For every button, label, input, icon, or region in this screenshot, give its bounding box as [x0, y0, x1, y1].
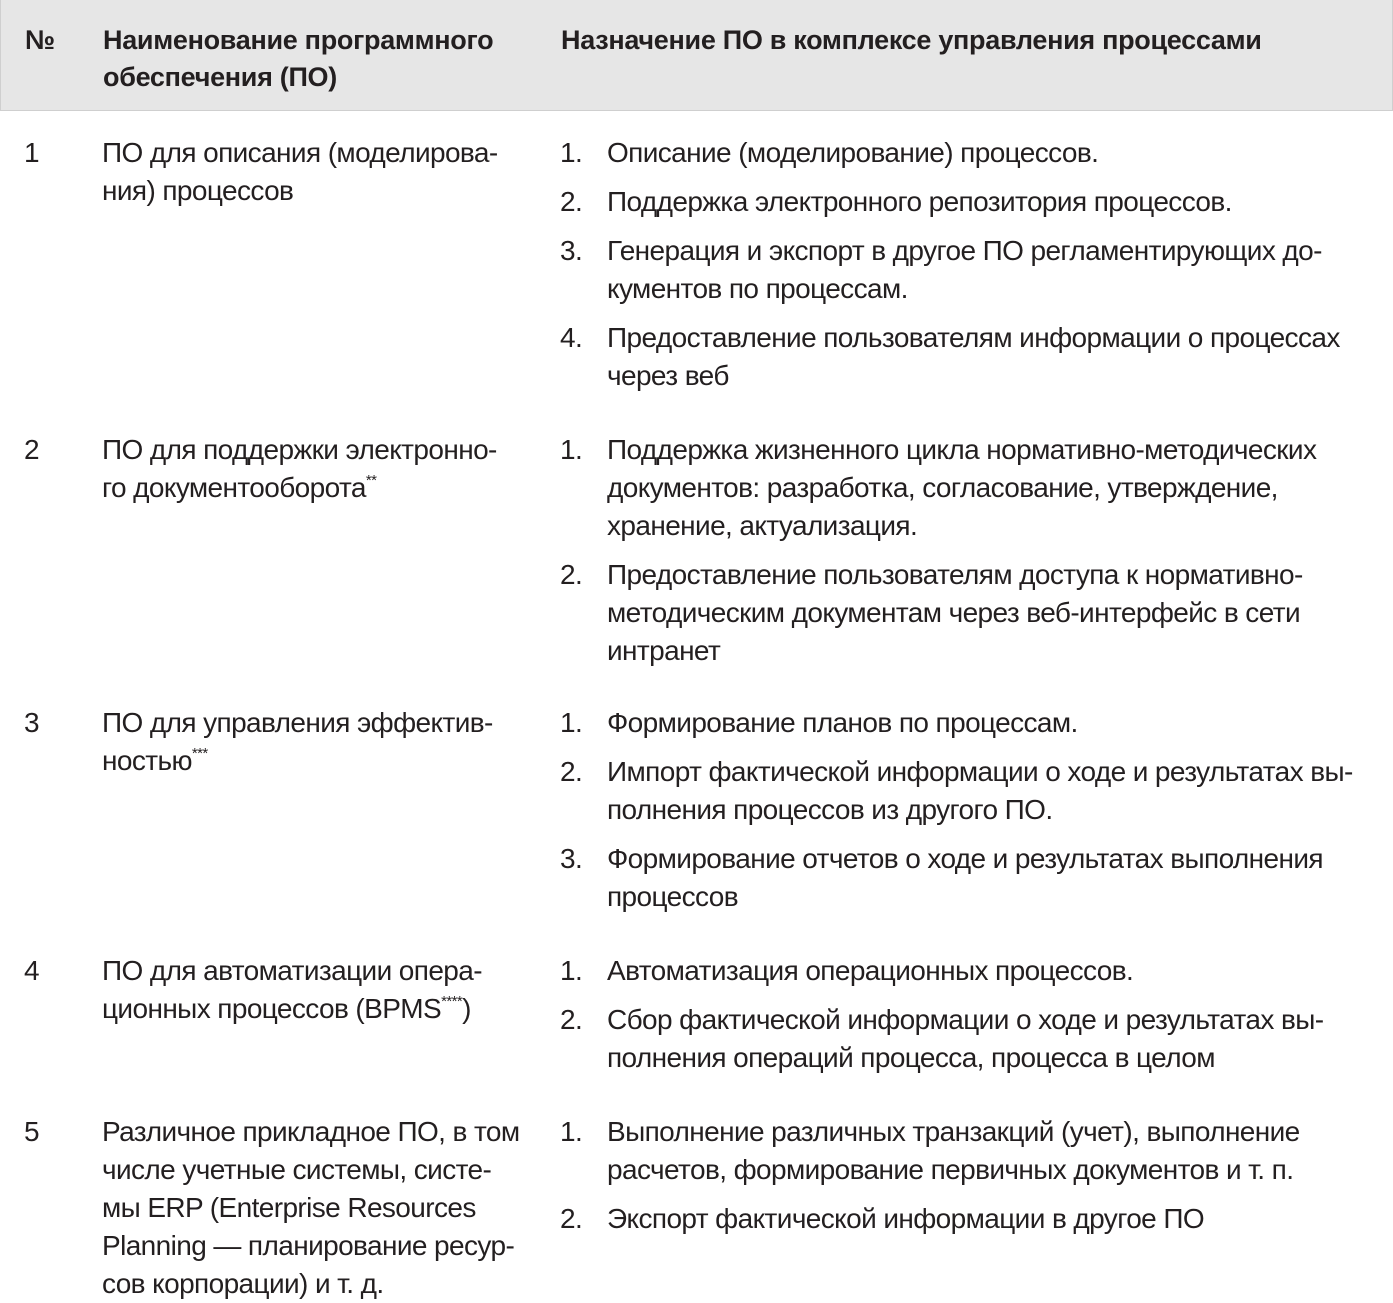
software-name-tail: )	[462, 993, 471, 1024]
list-item-text: полнения процессов из другого ПО.	[607, 794, 1053, 825]
list-item-text: полнения операций процесса, процесса в целом	[607, 1042, 1215, 1073]
header-software-name-line1: Наименование программного	[103, 25, 494, 55]
software-name-line: мы ERP (Enterprise Resources	[102, 1192, 476, 1223]
software-name-line: ПО для поддержки электронно-	[102, 434, 497, 465]
software-name-line: го документооборота	[102, 472, 366, 503]
list-item	[560, 319, 1380, 395]
list-item-text: расчетов, формирование первичных документов и т. п.	[607, 1154, 1294, 1185]
list-item-number: 4.	[560, 322, 583, 353]
list-item	[560, 183, 1380, 221]
software-name-line: ния) процессов	[102, 175, 294, 206]
software-name-line: ционных процессов (BPMS	[102, 993, 442, 1024]
list-item-number: 1.	[560, 707, 583, 738]
list-item-number: 1.	[560, 137, 583, 168]
list-item-text: Автоматизация операционных процессов.	[607, 955, 1134, 986]
software-name	[102, 1113, 522, 1303]
header-software-name	[103, 22, 543, 96]
purpose-list	[560, 952, 1380, 1088]
row-number: 5	[24, 1116, 40, 1147]
list-item-number: 2.	[560, 1004, 583, 1035]
list-item-text: кументов по процессам.	[607, 273, 908, 304]
software-name-line: ПО для управления эффектив-	[102, 707, 493, 738]
software-name	[102, 952, 522, 1028]
row-number: 4	[24, 955, 40, 986]
list-item-number: 2.	[560, 186, 583, 217]
list-item-text: интранет	[607, 635, 721, 666]
list-item	[560, 753, 1380, 829]
list-item	[560, 1113, 1380, 1189]
header-software-name-line2: обеспечения (ПО)	[103, 62, 337, 92]
list-item-text: Экспорт фактической информации в другое ПО	[607, 1203, 1205, 1234]
software-name	[102, 431, 522, 507]
list-item	[560, 840, 1380, 916]
list-item-text: хранение, актуализация.	[607, 510, 918, 541]
row-number: 2	[24, 434, 40, 465]
header-number: №	[25, 25, 55, 55]
list-item	[560, 232, 1380, 308]
software-name-line: Различное прикладное ПО, в том	[102, 1116, 520, 1147]
purpose-list	[560, 134, 1380, 406]
purpose-list	[560, 1113, 1380, 1249]
list-item-text: Генерация и экспорт в другое ПО регламентирующих до-	[607, 235, 1322, 266]
list-item-text: Импорт фактической информации о ходе и результатах вы-	[607, 756, 1353, 787]
software-name-line: числе учетные системы, систе-	[102, 1154, 492, 1185]
row-number: 1	[24, 137, 40, 168]
list-item-number: 1.	[560, 1116, 583, 1147]
list-item-text: Поддержка жизненного цикла нормативно-методических	[607, 434, 1317, 465]
purpose-list	[560, 431, 1380, 681]
list-item-text: Сбор фактической информации о ходе и результатах вы-	[607, 1004, 1324, 1035]
list-item-text: Формирование планов по процессам.	[607, 707, 1078, 738]
list-item-number: 1.	[560, 955, 583, 986]
list-item-text: Описание (моделирование) процессов.	[607, 137, 1099, 168]
row-number: 3	[24, 707, 40, 738]
list-item-text: Поддержка электронного репозитория процессов.	[607, 186, 1232, 217]
list-item-number: 3.	[560, 843, 583, 874]
software-name-line: сов корпорации) и т. д.	[102, 1268, 384, 1299]
list-item-number: 2.	[560, 756, 583, 787]
software-name-line: ПО для описания (моделирова-	[102, 137, 498, 168]
list-item-number: 2.	[560, 559, 583, 590]
list-item	[560, 431, 1380, 545]
footnote-mark: ****	[441, 992, 463, 1010]
list-item	[560, 134, 1380, 172]
software-name-line: ПО для автоматизации опера-	[102, 955, 482, 986]
footnote-mark: **	[365, 471, 377, 489]
list-item-number: 3.	[560, 235, 583, 266]
footnote-mark: ***	[191, 744, 208, 762]
list-item	[560, 952, 1380, 990]
list-item-text: Предоставление пользователям доступа к нормативно-	[607, 559, 1303, 590]
list-item-number: 1.	[560, 434, 583, 465]
software-name	[102, 704, 522, 780]
list-item-text: Выполнение различных транзакций (учет), выполнение	[607, 1116, 1300, 1147]
list-item	[560, 704, 1380, 742]
software-name	[102, 134, 522, 210]
list-item-text: Предоставление пользователям информации о процессах	[607, 322, 1340, 353]
software-name-line: ностью	[102, 745, 192, 776]
list-item-text: процессов	[607, 881, 738, 912]
list-item-text: через веб	[607, 360, 729, 391]
purpose-list	[560, 704, 1380, 927]
list-item-text: Формирование отчетов о ходе и результатах выполнения	[607, 843, 1323, 874]
header-purpose: Назначение ПО в комплексе управления процессами	[561, 25, 1262, 55]
table-header	[0, 0, 1393, 111]
software-name-line: Planning — планирование ресур-	[102, 1230, 515, 1261]
list-item-text: методическим документам через веб-интерфейс в сети	[607, 597, 1301, 628]
list-item	[560, 1001, 1380, 1077]
list-item	[560, 556, 1380, 670]
list-item-number: 2.	[560, 1203, 583, 1234]
list-item	[560, 1200, 1380, 1238]
list-item-text: документов: разработка, согласование, утверждение,	[607, 472, 1278, 503]
